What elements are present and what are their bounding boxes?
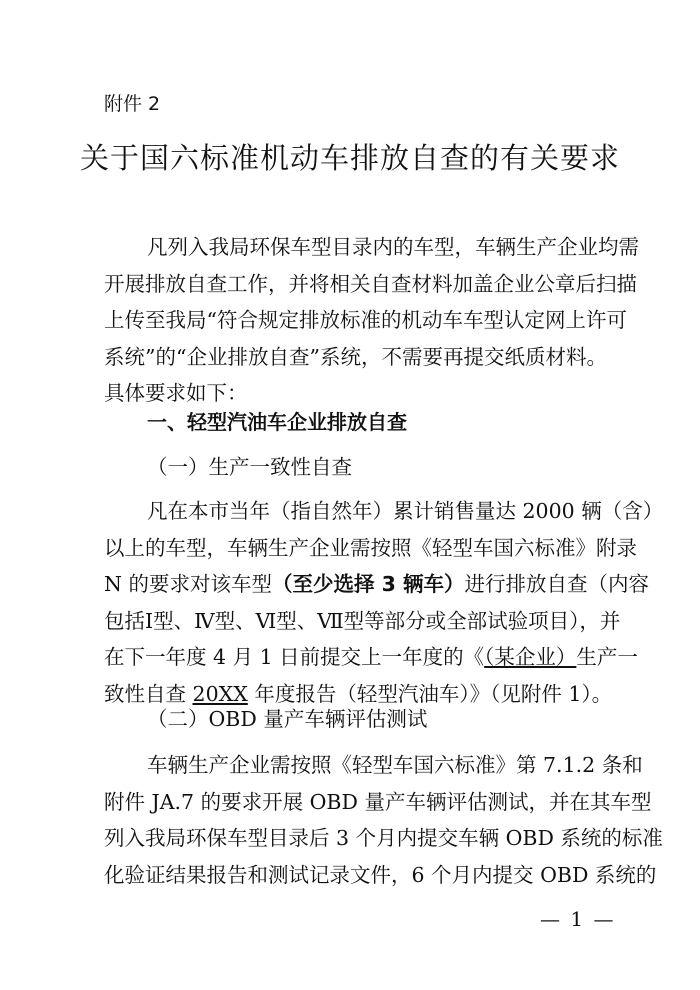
line-text: N 的要求对该车型 xyxy=(104,572,272,596)
section-heading: 一、轻型汽油车企业排放自查 xyxy=(147,410,407,434)
paragraph-line: 列入我局环保车型目录后 3 个月内提交车辆 OBD 系统的标准 xyxy=(104,826,663,850)
obd-paragraph xyxy=(104,747,663,893)
paragraph-line: 车辆生产企业需按照《轻型车国六标准》第 7.1.2 条和 xyxy=(147,753,643,777)
attachment-label: 附件 2 xyxy=(104,93,161,115)
intro-line: 开展排放自查工作，并将相关自查材料加盖企业公章后扫描 xyxy=(104,271,637,296)
paragraph-line xyxy=(104,566,650,603)
line-text: 在下一年度 4 月 1 日前提交上一年度的《 xyxy=(104,645,485,669)
line-text: 进行排放自查（内容 xyxy=(464,572,650,596)
emphasis-text: （至少选择 3 辆车） xyxy=(271,572,465,596)
consistency-paragraph xyxy=(104,493,664,712)
paragraph-line: 包括Ⅰ型、Ⅳ型、Ⅵ型、Ⅶ型等部分或全部试验项目），并 xyxy=(104,608,621,633)
subsection-heading: （二）OBD 量产车辆评估测试 xyxy=(147,707,428,731)
underlined-year: 20XX xyxy=(192,681,248,706)
line-text: 生产一 xyxy=(576,645,638,669)
paragraph-line xyxy=(104,639,638,676)
line-text: 致性自查 xyxy=(104,681,193,706)
paragraph-line: 以上的车型，车辆生产企业需按照《轻型车国六标准》附录 xyxy=(104,535,637,560)
page-number: — 1 — xyxy=(540,907,616,931)
subsection-heading: （一）生产一致性自查 xyxy=(147,455,352,479)
underlined-placeholder: （某企业） xyxy=(484,645,577,669)
paragraph-line: 附件 JA.7 的要求开展 OBD 量产车辆评估测试，并在其车型 xyxy=(104,789,652,814)
document-title: 关于国六标准机动车排放自查的有关要求 xyxy=(79,141,620,175)
paragraph-line: 化验证结果报告和测试记录文件，6 个月内提交 OBD 系统的 xyxy=(104,862,657,887)
paragraph-line: 凡在本市当年（指自然年）累计销售量达 2000 辆（含） xyxy=(147,499,664,523)
line-text: 年度报告（轻型汽油车）》（见附件 1）。 xyxy=(247,681,613,706)
intro-line: 上传至我局“符合规定排放标准的机动车车型认定网上许可 xyxy=(104,308,627,332)
intro-paragraph xyxy=(104,229,639,412)
intro-line: 凡列入我局环保车型目录内的车型，车辆生产企业均需 xyxy=(147,235,639,259)
intro-line: 具体要求如下： xyxy=(104,381,248,405)
intro-line: 系统”的“企业排放自查”系统，不需要再提交纸质材料。 xyxy=(104,344,607,369)
